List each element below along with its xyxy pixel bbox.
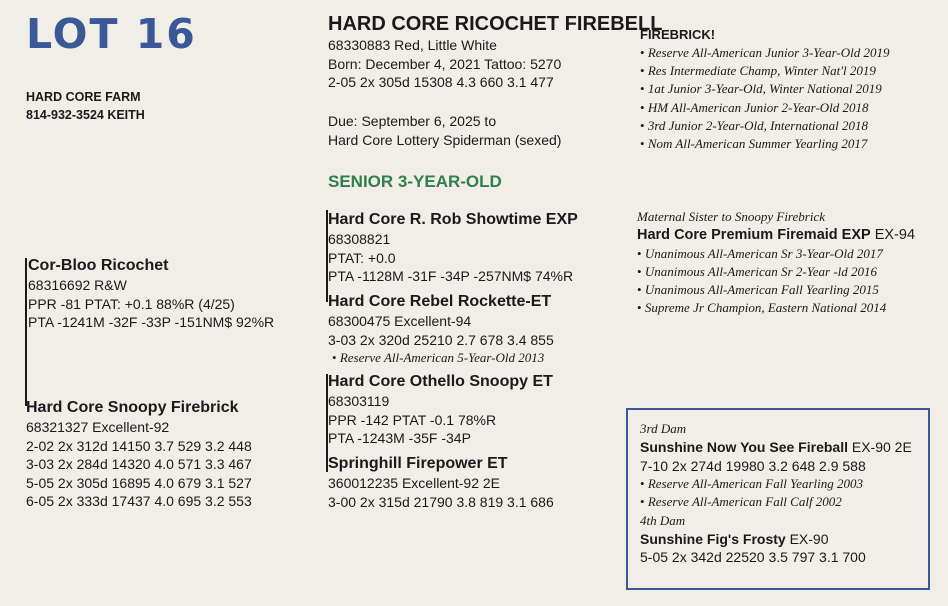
dam3-award: • Reserve All-American Fall Yearling 2003 <box>640 475 912 493</box>
firemaid-name: Hard Core Premium Firemaid EXP <box>637 227 871 244</box>
firemaid-award: • Supreme Jr Champion, Eastern National 2014 <box>637 299 915 317</box>
dam4-record: 5-05 2x 342d 22520 3.5 797 3.1 700 <box>640 549 866 566</box>
firemaid-award: • Unanimous All-American Fall Yearling 2015 <box>637 281 915 299</box>
firebrick-block <box>640 26 889 153</box>
farm-phone: 814-932-3524 KEITH <box>26 108 145 122</box>
firebrick-award: • Nom All-American Summer Yearling 2017 <box>640 135 889 153</box>
sire-line: 68316692 R&W <box>28 277 127 293</box>
sire-line: PPR -81 PTAT: +0.1 88%R (4/25) <box>28 295 235 312</box>
dam-block <box>26 398 252 511</box>
dam3-label: 3rd Dam <box>640 421 687 436</box>
dam3-award: • Reserve All-American Fall Calf 2002 <box>640 493 912 511</box>
rocket-line: 68300475 Excellent-94 <box>328 313 472 329</box>
rocket-line: 3-03 2x 320d 25210 2.7 678 3.4 855 <box>328 331 554 348</box>
main-title: HARD CORE RICOCHET FIREBELL <box>328 13 663 35</box>
firepower-block <box>328 454 554 511</box>
firemaid-award: • Unanimous All-American Sr 2-Year -ld 2016 <box>637 263 915 281</box>
rocket-block <box>328 292 554 367</box>
othello-block <box>328 372 553 448</box>
showtime-line: PTA -1128M -31F -34P -257NM$ 74%R <box>328 268 574 284</box>
rocket-award: • Reserve All-American 5-Year-Old 2013 <box>332 349 554 367</box>
showtime-name: Hard Core R. Rob Showtime EXP <box>328 211 578 228</box>
rocket-name: Hard Core Rebel Rockette-ET <box>328 293 552 310</box>
dam4-score: EX-90 <box>785 530 829 547</box>
showtime-block <box>328 210 578 286</box>
firemaid-block <box>637 208 915 318</box>
firebrick-award: • Res Intermediate Champ, Winter Nat'l 2019 <box>640 62 889 80</box>
firebrick-award: • 3rd Junior 2-Year-Old, International 2018 <box>640 117 889 135</box>
sire-line: PTA -1241M -32F -33P -151NM$ 92%R <box>28 314 275 330</box>
firebrick-heading: FIREBRICK! <box>640 27 716 42</box>
dam-line: 2-02 2x 312d 14150 3.7 529 3.2 448 <box>26 437 252 454</box>
main-block <box>328 12 662 92</box>
dam-line: 6-05 2x 333d 17437 4.0 695 3.2 553 <box>26 493 252 509</box>
dam4-name: Sunshine Fig's Frosty <box>640 530 786 547</box>
dam-line: 5-05 2x 305d 16895 4.0 679 3.1 527 <box>26 474 252 491</box>
dam3-record: 7-10 2x 274d 19980 3.2 648 2.9 588 <box>640 457 866 474</box>
othello-name: Hard Core Othello Snoopy ET <box>328 373 553 390</box>
lot-number: LOT 16 <box>26 10 197 58</box>
dams-box-content <box>640 420 912 567</box>
farm-info <box>26 88 145 124</box>
farm-name: HARD CORE FARM <box>26 90 141 104</box>
firepower-line: 3-00 2x 315d 21790 3.8 819 3.1 686 <box>328 493 554 510</box>
firebrick-award: • HM All-American Junior 2-Year-Old 2018 <box>640 99 889 117</box>
showtime-line: PTAT: +0.0 <box>328 249 396 266</box>
firemaid-note: Maternal Sister to Snoopy Firebrick <box>637 209 825 224</box>
dam3-name: Sunshine Now You See Fireball <box>640 439 848 456</box>
firebrick-award: • Reserve All-American Junior 3-Year-Old 2019 <box>640 44 889 62</box>
sire-bracket-line <box>25 258 27 406</box>
main-line: 2-05 2x 305d 15308 4.3 660 3.1 477 <box>328 74 554 90</box>
othello-line: PPR -142 PTAT -0.1 78%R <box>328 411 497 428</box>
main-line: 68330883 Red, Little White <box>328 37 497 53</box>
dam4-label: 4th Dam <box>640 512 686 528</box>
dam-name: Hard Core Snoopy Firebrick <box>26 399 239 416</box>
firemaid-score: EX-94 <box>870 227 916 244</box>
due-block <box>328 112 561 149</box>
firepower-line: 360012235 Excellent-92 2E <box>328 475 501 491</box>
due-line: Due: September 6, 2025 to <box>328 113 497 129</box>
class-heading: SENIOR 3-YEAR-OLD <box>328 172 502 191</box>
firemaid-award: • Unanimous All-American Sr 3-Year-Old 2017 <box>637 245 915 263</box>
dam4-title <box>640 530 912 549</box>
main-line: Born: December 4, 2021 Tattoo: 5270 <box>328 55 562 72</box>
othello-line: PTA -1243M -35F -34P <box>328 430 471 446</box>
firebrick-award: • 1at Junior 3-Year-Old, Winter National 2019 <box>640 80 889 98</box>
othello-line: 68303119 <box>328 393 390 409</box>
sire-name: Cor-Bloo Ricochet <box>28 257 169 274</box>
dam-line: 68321327 Excellent-92 <box>26 419 170 435</box>
dam-line: 3-03 2x 284d 14320 4.0 571 3.3 467 <box>26 456 252 472</box>
firemaid-title <box>637 226 915 245</box>
dam3-title <box>640 438 912 457</box>
firepower-name: Springhill Firepower ET <box>328 455 508 472</box>
sire-block <box>28 256 274 332</box>
due-line: Hard Core Lottery Spiderman (sexed) <box>328 131 562 148</box>
showtime-line: 68308821 <box>328 231 391 247</box>
dam3-score: EX-90 2E <box>847 439 912 456</box>
